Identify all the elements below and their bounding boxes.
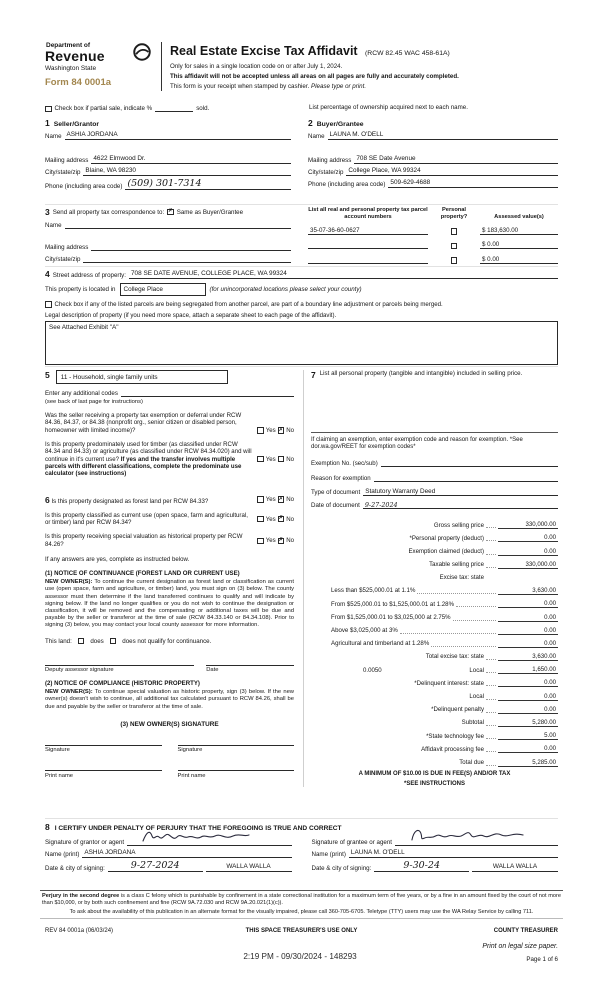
parcel-table-header [308,207,558,220]
agency-name: Revenue [45,48,105,64]
parcel-table [301,207,558,264]
tier2-line: From $525,000.01 to $1,525,000.01 at 1.28% 0.00 [331,600,556,608]
local-rate-field[interactable]: 0.0050 [363,667,382,675]
section7-number: 7 [311,370,316,380]
subtotal-line: Subtotal 5,280.00 [461,719,556,727]
amount-field[interactable]: 0.00 [498,745,558,753]
does-not-label: does not qualify for continuance. [122,637,212,645]
seller-phone-row [45,179,291,190]
local-tax-line: 0.0050 Local 1,650.00 [363,666,556,675]
form-footer-row [45,928,558,934]
current-use-answer [257,516,294,523]
timber-agriculture-answer [257,456,294,463]
exemption-block [311,432,558,482]
exemption-reason-field[interactable] [374,474,558,482]
parties-section [45,118,558,190]
seller-city-row [45,167,291,176]
does-not-qualify-checkbox[interactable] [110,638,117,645]
new-owner-print-name-field[interactable] [45,762,162,771]
exemption-claimed-line: Exemption claimed (deduct) 0.00 [408,547,556,555]
land-qualify-row [45,638,294,645]
type-of-document-field[interactable]: Statutory Warranty Deed [363,488,558,496]
deputy-assessor-row [45,657,294,674]
correspondence-city-row [45,254,291,263]
current-use-question [45,512,294,527]
amount-field[interactable]: 0.00 [498,640,558,648]
amount-field[interactable]: 0.00 [498,706,558,714]
notice-body: To continue the current designation as forest land or classification as current use (open space, farm and agriculture, or timber) land, you must sign on (3) below. The county assessor must then determine if the land transferred continues to qualify and will indicate by signing below. If the land no longer qualifies or you do not wish to continue the designation or classification, it will be removed and the compensating or additional taxes will be due and payable by the seller or transferor at the time of sale (RCW 84.33.140 or 84.34.108). Prior to signing (3) below, you may contact your local county assessor for more information. [45,579,294,629]
correspondence-left [45,207,301,264]
seller-mailing-row [45,155,291,164]
affidavit-processing-fee-line: Affidavit processing fee 0.00 [421,745,556,753]
question-text: Is this property receiving special valuation as historical property per RCW 84.26? [45,533,243,548]
grantor-date-row [45,861,292,872]
header-note-receipt [170,83,558,91]
partial-sale-label: Check box if partial sale, indicate % [54,105,153,112]
seller-city-label: City/state/zip [45,169,81,176]
personal-property-label: List all personal property (tangible and intangible) included in selling price. [319,370,523,377]
exemption-reason-row [311,474,558,482]
correspondence-name-row [45,220,291,229]
page-number: Page 1 of 6 [526,956,558,963]
seller-title: Seller/Grantor [53,121,100,128]
parcel-col-header: List all real and personal property tax parcel account numbers [308,207,428,220]
grantor-signature-label: Signature of grantor or agent [45,839,125,846]
amount-field[interactable]: 330,000.00 [498,561,558,569]
additional-codes-label: Enter any additional codes [45,390,118,397]
grantee-signature-label: Signature of grantee or agent [311,839,392,846]
assessed-value-field[interactable]: $ 183,630.00 [480,227,558,235]
amount-field[interactable]: 0.00 [498,534,558,542]
no-label: No [286,426,294,434]
segregated-row [45,301,558,308]
exemption-number-label: Exemption No. (sec/sub) [311,459,378,467]
assessed-value-col-header: Assessed value(s) [494,213,544,220]
amount-field[interactable]: 330,000.00 [498,521,558,529]
buyer-section [301,118,558,190]
seller-section [45,118,301,190]
grantor-name-field[interactable]: ASHIA JORDANA [82,849,291,858]
parcel-number-field[interactable] [308,248,428,249]
section1-number: 1 [45,118,50,128]
delinquent-penalty-line: *Delinquent penalty 0.00 [431,705,556,714]
page-title: Real Estate Excise Tax Affidavit [170,44,358,58]
exemption-number-field[interactable] [381,459,558,467]
new-owner-print-name-row [45,762,294,779]
yes-label: Yes [265,426,276,434]
perjury-lead: Perjury in the second degree [42,893,120,899]
same-as-buyer-checkbox[interactable] [167,209,174,216]
see-back-note: (see back of last page for instructions) [45,399,143,405]
new-owner-print-name-field[interactable] [178,762,295,771]
buyer-mailing-field[interactable]: 708 SE Date Avenue [354,155,558,164]
tier1-line: Less than $525,000.01 at 1.1% 3,630.00 [331,587,556,595]
personal-property-checkbox[interactable] [451,228,458,235]
partial-sale-checkbox[interactable] [45,106,52,113]
yes-checkbox[interactable] [257,516,264,523]
correspondence-section [45,204,558,264]
grantor-signature-ink [141,828,251,847]
correspondence-mailing-field[interactable] [91,242,291,251]
efile-timestamp: 2:19 PM - 09/30/2024 - 148293 [243,952,357,961]
notice-continuance-title: (1) NOTICE OF CONTINUANCE (FOREST LAND OR CURRENT USE) [45,570,240,578]
dor-logo-icon [133,43,151,61]
question-text [45,441,253,478]
perjury-notice [40,890,563,919]
amount-field[interactable]: 1,650.00 [498,666,558,674]
amount-field[interactable]: 5,285.00 [498,759,558,767]
type-of-document-label: Type of document [311,488,361,496]
street-address-row [45,269,558,279]
sold-label: sold. [196,105,210,112]
correspondence-mailing-label: Mailing address [45,244,89,251]
question-text: Is this property classified as current use (open space, farm and agricultural, or timber) land per RCW 84.34? [45,511,248,527]
yes-checkbox[interactable] [257,538,264,545]
no-checkbox[interactable] [278,496,285,503]
location-row [45,283,558,296]
header-note-receipt-text: This form is your receipt when stamped by cashier. [170,83,310,90]
correspondence-city-label: City/state/zip [45,256,81,263]
buyer-city-row [308,167,558,176]
amount-field[interactable]: 3,630.00 [498,653,558,661]
see-instructions-note: *SEE INSTRUCTIONS [403,780,465,787]
grantee-signature-ink [409,826,527,847]
does-qualify-checkbox[interactable] [78,638,85,645]
percent-sold-field[interactable] [155,104,193,112]
grantor-date-field[interactable]: 9-27-2024 [108,861,203,872]
yes-checkbox[interactable] [257,456,264,463]
answers-yes-instruction: If any answers are yes, complete as instructed below. [45,556,190,564]
rev-number: REV 84 0001a (06/03/24) [45,928,114,934]
date-of-document-label: Date of document [311,502,360,510]
assessed-value-field[interactable]: $ 0.00 [480,241,558,249]
timber-agriculture-question [45,441,294,478]
agency-state-line: Washington State [45,65,97,72]
seller-name-field[interactable]: ASHIA JORDANA [65,131,291,140]
buyer-title: Buyer/Grantee [316,121,364,128]
parcel-number-field[interactable] [308,263,428,264]
notice-body: To continue special valuation as historic property, sign (3) below. If the new owner(s) doesn't wish to continue, all additional tax calculated pursuant to RCW 84.26, shall be due and payable by the seller or transferor at the time of sale. [45,689,294,710]
section6-number: 6 [45,494,50,505]
deputy-date-caption: Date [206,667,219,674]
yes-checkbox[interactable] [257,496,264,503]
tax-calculation-column [303,370,558,787]
amount-field[interactable]: 5.00 [498,732,558,740]
section3-number: 3 [45,207,50,217]
buyer-city-field[interactable]: College Place, WA 99324 [346,167,558,176]
question-text: Is this property designated as forest land per RCW 84.33? [51,497,209,505]
checkbox-mark: ✗ [168,208,173,215]
partial-sale-left [45,104,301,112]
new-owner-signature-row [45,737,294,754]
checkbox-mark: ✗ [278,426,284,433]
new-owner-signature-field[interactable] [178,737,295,746]
seller-name-label: Name [45,133,62,140]
date-of-document-row [311,502,558,509]
form-header [45,42,558,91]
section8-number: 8 [45,822,50,832]
amount-field[interactable]: 0.00 [498,600,558,608]
agency-dept-line: Department of [46,42,91,49]
correspondence-name-field[interactable] [65,220,291,229]
notice-compliance-text [45,689,294,711]
buyer-name-label: Name [308,133,325,140]
grantor-name-label: Name (print) [45,851,80,858]
buyer-phone-label: Phone (including area code) [308,181,386,188]
new-owners-signature-title: (3) NEW OWNER(S) SIGNATURE [120,720,219,728]
notice-continuance-text [45,579,294,630]
middle-columns [45,366,558,787]
title-row [170,42,558,60]
personal-property-deduct-line: *Personal property (deduct) 0.00 [409,534,556,542]
yes-label: Yes [265,537,276,545]
yes-label: Yes [265,515,276,523]
header-note-effective: Only for sales in a single location code on or after July 1, 2024. [170,62,343,70]
property-section [45,266,558,365]
amount-field[interactable]: 0.00 [498,679,558,687]
agency-block [45,42,153,91]
no-checkbox[interactable] [278,538,285,545]
grantor-name-row [45,849,292,858]
exemption-number-row [311,459,558,467]
street-address-label: Street address of property: [52,272,126,279]
type-of-document-row [311,488,558,496]
new-owner-signature-field[interactable] [45,737,162,746]
this-land-label: This land: [45,637,72,645]
exemption-reason-label: Reason for exemption [311,474,371,482]
grantee-date-label: Date & city of signing: [311,864,372,872]
legal-description-field[interactable]: See Attached Exhibit "A" [45,321,558,365]
amount-field[interactable]: 5,280.00 [498,719,558,727]
header-note-type-or-print: Please type or print. [311,83,367,90]
correspondence-label: Send all property tax correspondence to: [52,208,165,216]
state-technology-fee-line: *State technology fee 5.00 [426,732,556,740]
buyer-name-row [308,131,558,140]
location-select[interactable]: College Place [120,283,206,296]
header-note-completion: This affidavit will not be accepted unless all areas on all pages are fully and accurately completed. [170,72,459,80]
total-due-line: Total due 5,285.00 [459,758,556,766]
taxable-selling-price-line: Taxable selling price 330,000.00 [429,560,556,569]
correspondence-city-field[interactable] [83,254,291,263]
correspondence-mailing-row [45,242,291,251]
question-text: Was the seller receiving a property tax exemption or deferral under RCW 84.36, 84.37, or 84.38 (nonprofit org., senior citizen or disabled person, homeowner with limited income)? [45,412,242,434]
gross-selling-price-line: Gross selling price 330,000.00 [433,521,556,529]
segregated-label: Check box if any of the listed parcels are being segregated from another parcel, are part of a boundary line adjustment or parcels being merged. [54,301,443,308]
minimum-due-note: A MINIMUM OF $10.00 IS DUE IN FEE(S) AND/OR TAX [358,770,511,777]
yes-checkbox[interactable] [257,427,264,434]
grantee-date-field[interactable]: 9-30-24 [374,861,469,872]
certification-title: I CERTIFY UNDER PENALTY OF PERJURY THAT THE FOREGOING IS TRUE AND CORRECT [54,825,342,832]
print-legal-size-note: Print on legal size paper. [482,943,558,950]
historic-property-answer [257,537,294,544]
section4-number: 4 [45,269,50,279]
print-name-caption: Print name [177,772,206,779]
question-text-bold: If yes and the transfer involves multiple parcels with different classifications, complete the predominate use calculator (see instructions) [45,455,242,478]
ownership-percentage-note: List percentage of ownership acquired next to each name. [309,104,468,111]
print-name-caption: Print name [45,772,74,779]
grantor-certification [45,834,292,872]
grantor-signature-row [45,837,292,846]
personal-property-blank-area[interactable] [311,380,558,432]
seller-name-row [45,131,291,140]
yes-label: Yes [265,455,276,463]
header-divider [161,42,162,91]
excise-tax-state-header-line: Excise tax: state [439,574,484,582]
question-text-normal: Is this property predominately used for timber (as classified under RCW 84.34 and 84.33) or agriculture (as classified under RCW 84.34.020) and will continue in it's current use? [45,440,252,463]
amount-field[interactable]: 0.00 [498,614,558,622]
alternate-format-note: To ask about the availability of this publication in an alternate format for the visually impaired, please call 360-705-6705. Teletype (TTY) users may use the WA Relay Service by calling 711. [69,908,534,915]
tax-amounts [311,516,558,767]
deputy-date-field[interactable] [206,657,294,666]
treasurer-space-label: THIS SPACE TREASURER'S USE ONLY [245,928,358,934]
seller-mailing-field[interactable]: 4622 Elmwood Dr. [91,155,291,164]
section5-number: 5 [45,370,50,380]
additional-codes-row [45,389,294,397]
no-label: No [286,515,294,523]
deputy-assessor-caption: Deputy assessor signature [45,667,114,674]
form-number: Form 84 0001a [45,77,112,88]
legal-description-label: Legal description of property (if you need more space, attach a separate sheet to each page of the affidavit). [45,312,337,320]
perjury-body: is a class C felony which is punishable by confinement in a state correctional institution for a maximum term of five years, or by a fine in an amount fixed by the court of not more than $10,000, or by both such confinement and fine (RCW 9A.72.030 and RCW 9A.20.021(1)(c)). [42,893,561,906]
grantor-signature-field[interactable] [127,837,291,846]
forest-land-answer [257,496,294,503]
seller-phone-label: Phone (including area code) [45,182,123,190]
located-in-label: This property is located in [45,286,116,293]
parcel-row [308,251,558,264]
buyer-city-label: City/state/zip [308,169,344,176]
checkbox-mark: ✗ [278,495,284,502]
checkbox-mark: ✗ [278,537,284,543]
partial-sale-row [45,104,558,112]
total-excise-state-line: Total excise tax: state 3,630.00 [425,653,556,661]
date-of-document-field[interactable]: 9-27-2024 [363,502,558,509]
land-use-code-select[interactable]: 11 - Household, single family units [56,370,228,384]
personal-property-checkbox[interactable] [451,243,458,250]
unincorporated-note: (for unincorporated locations please select your county) [209,286,362,293]
grantee-signature-row [312,837,559,846]
assessed-value-field[interactable]: $ 0.00 [480,256,558,264]
checkbox-mark: ✗ [278,515,284,522]
certification-section [45,818,558,872]
no-checkbox[interactable] [278,516,285,523]
amount-field[interactable]: 3,630.00 [498,587,558,595]
notice-compliance-title: (2) NOTICE OF COMPLIANCE (HISTORIC PROPERTY) [45,680,200,688]
parcel-row [308,237,558,250]
grantee-signature-field[interactable] [395,837,558,846]
forest-land-question [45,495,294,505]
tier4-line: Above $3,025,000 at 3% 0.00 [331,626,556,635]
title-rcw-reference: (RCW 82.45 WAC 458-61A) [365,50,450,57]
parcel-row [308,222,558,235]
grantee-city-field[interactable]: WALLA WALLA [472,863,558,872]
agricultural-timberland-line: Agricultural and timberland at 1.28% 0.00 [331,639,556,648]
no-checkbox[interactable] [278,456,285,463]
buyer-phone-row [308,179,558,188]
grantee-name-row [312,849,559,858]
exemption-note: If claiming an exemption, enter exemption code and reason for exemption. *See dor.wa.gov/REET for exemption codes* [311,437,523,451]
personal-property-row [311,370,558,380]
personal-property-checkbox[interactable] [451,257,458,264]
buyer-name-field[interactable]: LAUNA M. O'DELL [328,131,558,140]
signature-caption: Signature [45,747,70,754]
title-block [170,42,558,91]
no-checkbox[interactable] [278,427,285,434]
land-use-column [45,370,303,787]
exemption-deferral-question [45,412,294,434]
grantee-name-field[interactable]: LAUNA M. O'DELL [349,849,558,858]
seller-phone-field[interactable]: (509) 301-7314 [125,179,291,190]
amount-field[interactable]: 0.00 [498,627,558,635]
no-label: No [286,496,294,504]
exemption-deferral-answer [257,427,294,434]
seller-city-field[interactable]: Blaine, WA 98230 [83,167,291,176]
grantee-certification [312,834,559,872]
seller-mailing-label: Mailing address [45,157,89,164]
segregated-checkbox[interactable] [45,301,52,308]
same-as-buyer-label: Same as Buyer/Grantee [176,208,244,216]
grantor-date-label: Date & city of signing: [45,864,105,872]
grantee-name-label: Name (print) [311,851,346,858]
does-label: does [90,637,104,645]
delinquent-interest-local-line: Local 0.00 [469,692,556,700]
correspondence-name-label: Name [45,222,62,229]
grantor-city-field[interactable]: WALLA WALLA [206,863,292,872]
section2-number: 2 [308,118,313,128]
county-treasurer-label: COUNTY TREASURER [493,928,558,934]
parcel-number-field[interactable]: 35-07-36-60-0627 [308,227,428,235]
new-owners-lead: NEW OWNER(S): [45,579,93,586]
historic-property-question [45,533,294,548]
amount-field[interactable]: 0.00 [498,548,558,556]
buyer-mailing-label: Mailing address [308,157,352,164]
additional-codes-field[interactable] [121,389,294,397]
no-label: No [286,455,294,463]
new-owners-lead: NEW OWNER(S): [45,689,93,696]
no-label: No [286,537,294,545]
street-address-field[interactable]: 708 SE DATE AVENUE, COLLEGE PLACE, WA 99324 [129,270,558,279]
yes-label: Yes [265,496,276,504]
signature-caption: Signature [177,747,203,754]
grantee-date-row [312,861,559,872]
tier3-line: From $1,525,000.01 to $3,025,000 at 2.75% 0.00 [331,613,556,621]
deputy-assessor-signature-field[interactable] [45,657,194,666]
amount-field[interactable]: 0.00 [498,693,558,701]
delinquent-interest-state-line: *Delinquent interest: state 0.00 [414,679,556,687]
buyer-mailing-row [308,155,558,164]
buyer-phone-field[interactable]: 509-629-4688 [388,179,558,188]
land-use-code-row [45,370,294,384]
personal-property-col-header: Personal property? [440,207,468,220]
